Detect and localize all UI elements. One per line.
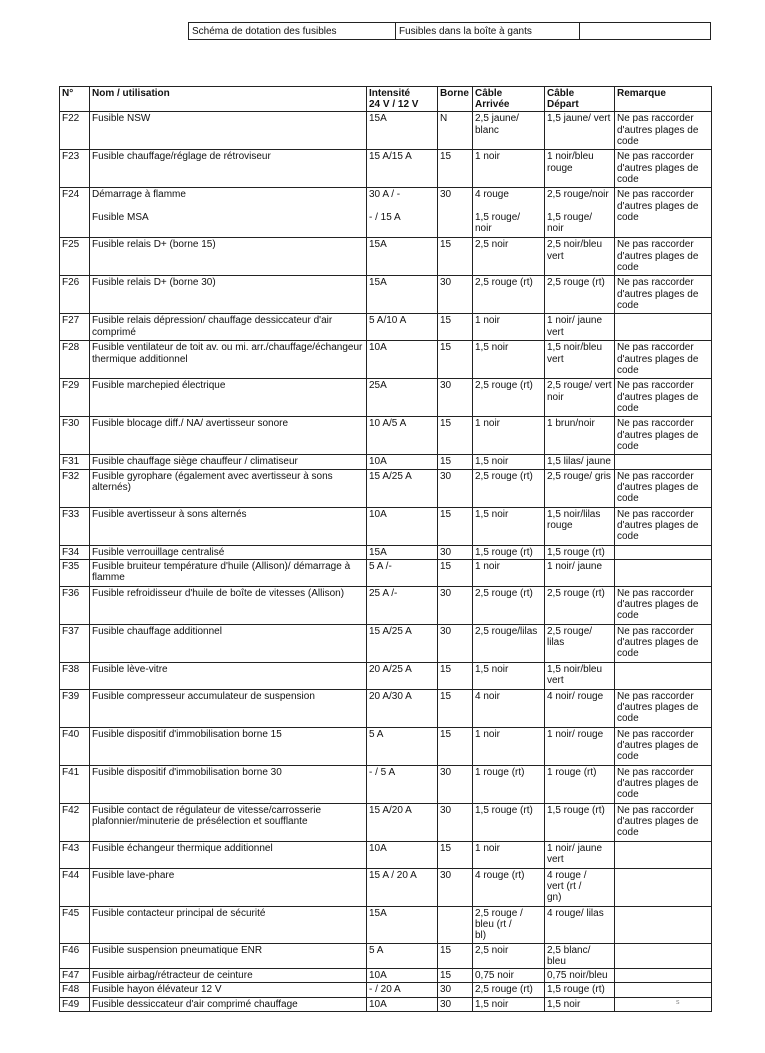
cell-cable-out: 1,5 rouge (rt): [545, 983, 615, 997]
cell-cable-out: 4 rouge/ lilas: [545, 906, 615, 943]
cell-name: Démarrage à flamme Fusible MSA: [90, 188, 367, 238]
cell-terminal: 30: [438, 586, 473, 624]
table-row: [60, 983, 712, 997]
cell-cable-out: 1 noir/ jaune: [545, 559, 615, 586]
cell-cable-in: 2,5 noir: [473, 943, 545, 968]
cell-cable-out: 1,5 rouge (rt): [545, 545, 615, 559]
table-row: [60, 379, 712, 417]
table-row: [60, 314, 712, 341]
cell-name: Fusible chauffage/réglage de rétroviseur: [90, 150, 367, 188]
cell-intensity: 25 A /-: [367, 586, 438, 624]
cell-cable-in: 1,5 rouge (rt): [473, 803, 545, 841]
cell-cable-out: 2,5 rouge/noir 1,5 rouge/ noir: [545, 188, 615, 238]
cell-terminal: 30: [438, 188, 473, 238]
cell-intensity: - / 20 A: [367, 983, 438, 997]
cell-cable-out: 0,75 noir/bleu: [545, 969, 615, 983]
cell-terminal: 15: [438, 238, 473, 276]
cell-intensity: 15 A/20 A: [367, 803, 438, 841]
cell-num: F41: [60, 765, 90, 803]
cell-cable-in: 1 noir: [473, 727, 545, 765]
table-row: [60, 727, 712, 765]
cell-num: F24: [60, 188, 90, 238]
cell-cable-out: 1 brun/noir: [545, 417, 615, 455]
cell-num: F38: [60, 662, 90, 689]
cell-terminal: 30: [438, 379, 473, 417]
cell-remark: Ne pas raccorder d'autres plages de code: [615, 341, 712, 379]
cell-cable-in: 2,5 rouge (rt): [473, 469, 545, 507]
cell-name: Fusible contacteur principal de sécurité: [90, 906, 367, 943]
cell-intensity: 15A: [367, 238, 438, 276]
table-row: [60, 969, 712, 983]
cell-remark: Ne pas raccorder d'autres plages de code: [615, 507, 712, 545]
cell-intensity: 15 A/25 A: [367, 469, 438, 507]
cell-cable-in: 2,5 rouge (rt): [473, 379, 545, 417]
cell-num: F33: [60, 507, 90, 545]
cell-num: F37: [60, 624, 90, 662]
cell-name: Fusible chauffage siège chauffeur / climatiseur: [90, 455, 367, 469]
cell-name: Fusible contact de régulateur de vitesse/carrosserie plafonnier/minuterie de présélection et soufflante: [90, 803, 367, 841]
cell-intensity: 5 A /-: [367, 559, 438, 586]
cell-name: Fusible dispositif d'immobilisation borne 30: [90, 765, 367, 803]
table-row: [60, 689, 712, 727]
header-title: Schéma de dotation des fusibles: [189, 23, 396, 40]
cell-terminal: 15: [438, 559, 473, 586]
cell-remark: Ne pas raccorder d'autres plages de code: [615, 689, 712, 727]
cell-name: Fusible échangeur thermique additionnel: [90, 841, 367, 868]
table-row: [60, 469, 712, 507]
table-row: [60, 906, 712, 943]
cell-terminal: 15: [438, 689, 473, 727]
col-header-remark: Remarque: [615, 87, 712, 112]
cell-cable-out: 1,5 jaune/ vert: [545, 112, 615, 150]
cell-terminal: 15: [438, 341, 473, 379]
cell-cable-in: 1 noir: [473, 150, 545, 188]
table-row: [60, 507, 712, 545]
table-row: [60, 276, 712, 314]
cell-terminal: 30: [438, 997, 473, 1011]
cell-intensity: 5 A/10 A: [367, 314, 438, 341]
cell-num: F23: [60, 150, 90, 188]
cell-cable-in: 1,5 noir: [473, 341, 545, 379]
cell-cable-out: 1 noir/bleu rouge: [545, 150, 615, 188]
cell-cable-in: 1 noir: [473, 841, 545, 868]
cell-terminal: 30: [438, 803, 473, 841]
table-row: [60, 765, 712, 803]
table-row: [60, 417, 712, 455]
cell-intensity: 15A: [367, 545, 438, 559]
cell-terminal: N: [438, 112, 473, 150]
cell-terminal: 15: [438, 969, 473, 983]
table-row: [60, 188, 712, 238]
cell-name: Fusible dispositif d'immobilisation borne 15: [90, 727, 367, 765]
cell-remark: Ne pas raccorder d'autres plages de code: [615, 150, 712, 188]
cell-num: F45: [60, 906, 90, 943]
cell-remark: Ne pas raccorder d'autres plages de code: [615, 624, 712, 662]
table-header-row: [60, 87, 712, 112]
cell-cable-in: 4 rouge 1,5 rouge/ noir: [473, 188, 545, 238]
cell-name: Fusible marchepied électrique: [90, 379, 367, 417]
cell-remark: Ne pas raccorder d'autres plages de code: [615, 188, 712, 238]
cell-name: Fusible relais dépression/ chauffage dessiccateur d'air comprimé: [90, 314, 367, 341]
cell-name: Fusible blocage diff./ NA/ avertisseur sonore: [90, 417, 367, 455]
cell-cable-in: 2,5 jaune/ blanc: [473, 112, 545, 150]
table-row: [60, 803, 712, 841]
cell-num: F34: [60, 545, 90, 559]
cell-remark: [615, 997, 712, 1011]
cell-intensity: 15 A / 20 A: [367, 868, 438, 906]
cell-cable-out: 4 noir/ rouge: [545, 689, 615, 727]
cell-cable-out: 4 rouge / vert (rt / gn): [545, 868, 615, 906]
cell-intensity: 5 A: [367, 943, 438, 968]
cell-terminal: 30: [438, 765, 473, 803]
cell-remark: Ne pas raccorder d'autres plages de code: [615, 469, 712, 507]
table-row: [60, 841, 712, 868]
cell-cable-out: 1,5 noir/bleu vert: [545, 341, 615, 379]
cell-cable-out: 1 noir/ jaune vert: [545, 314, 615, 341]
col-header-cable-in: Câble Arrivée: [473, 87, 545, 112]
cell-num: F26: [60, 276, 90, 314]
cell-cable-out: 1,5 noir: [545, 997, 615, 1011]
cell-cable-in: 4 rouge (rt): [473, 868, 545, 906]
cell-cable-in: 2,5 noir: [473, 238, 545, 276]
cell-num: F49: [60, 997, 90, 1011]
cell-terminal: 15: [438, 662, 473, 689]
cell-intensity: 15 A/25 A: [367, 624, 438, 662]
cell-remark: [615, 841, 712, 868]
cell-intensity: 10A: [367, 507, 438, 545]
cell-intensity: 5 A: [367, 727, 438, 765]
cell-cable-out: 1,5 rouge (rt): [545, 803, 615, 841]
table-row: [60, 150, 712, 188]
table-row: [60, 341, 712, 379]
table-row: [60, 559, 712, 586]
cell-name: Fusible chauffage additionnel: [90, 624, 367, 662]
cell-name: Fusible compresseur accumulateur de suspension: [90, 689, 367, 727]
cell-terminal: 15: [438, 314, 473, 341]
cell-num: F42: [60, 803, 90, 841]
cell-remark: Ne pas raccorder d'autres plages de code: [615, 417, 712, 455]
cell-cable-out: 2,5 rouge/ gris: [545, 469, 615, 507]
cell-remark: Ne pas raccorder d'autres plages de code: [615, 765, 712, 803]
page-mark: s: [676, 999, 680, 1006]
cell-remark: Ne pas raccorder d'autres plages de code: [615, 379, 712, 417]
cell-cable-out: 2,5 rouge/ lilas: [545, 624, 615, 662]
cell-cable-out: 2,5 noir/bleu vert: [545, 238, 615, 276]
cell-terminal: 15: [438, 507, 473, 545]
cell-cable-in: 1,5 noir: [473, 507, 545, 545]
table-row: [60, 997, 712, 1011]
cell-intensity: 20 A/30 A: [367, 689, 438, 727]
table-row: [60, 868, 712, 906]
cell-name: Fusible dessiccateur d'air comprimé chauffage: [90, 997, 367, 1011]
cell-cable-in: 1,5 noir: [473, 997, 545, 1011]
cell-remark: [615, 906, 712, 943]
cell-terminal: 30: [438, 624, 473, 662]
cell-cable-in: 1 noir: [473, 417, 545, 455]
cell-terminal: [438, 906, 473, 943]
cell-name: Fusible bruiteur température d'huile (Allison)/ démarrage à flamme: [90, 559, 367, 586]
cell-remark: [615, 868, 712, 906]
cell-num: F39: [60, 689, 90, 727]
cell-cable-out: 1 noir/ jaune vert: [545, 841, 615, 868]
cell-num: F22: [60, 112, 90, 150]
table-row: [60, 943, 712, 968]
cell-remark: [615, 559, 712, 586]
cell-intensity: 20 A/25 A: [367, 662, 438, 689]
cell-name: Fusible verrouillage centralisé: [90, 545, 367, 559]
cell-intensity: 10A: [367, 341, 438, 379]
col-header-terminal: Borne: [438, 87, 473, 112]
cell-terminal: 15: [438, 150, 473, 188]
cell-name: Fusible avertisseur à sons alternés: [90, 507, 367, 545]
cell-cable-in: 1,5 noir: [473, 662, 545, 689]
document-header-table: [188, 22, 711, 40]
cell-cable-out: 1 rouge (rt): [545, 765, 615, 803]
cell-num: F36: [60, 586, 90, 624]
cell-num: F25: [60, 238, 90, 276]
cell-terminal: 15: [438, 455, 473, 469]
cell-cable-in: 2,5 rouge/lilas: [473, 624, 545, 662]
cell-cable-out: 1,5 noir/lilas rouge: [545, 507, 615, 545]
cell-cable-out: 1 noir/ rouge: [545, 727, 615, 765]
cell-cable-in: 1 rouge (rt): [473, 765, 545, 803]
cell-num: F48: [60, 983, 90, 997]
col-header-intensity: Intensité 24 V / 12 V: [367, 87, 438, 112]
cell-terminal: 15: [438, 943, 473, 968]
cell-remark: [615, 983, 712, 997]
cell-name: Fusible lave-phare: [90, 868, 367, 906]
cell-cable-in: 2,5 rouge (rt): [473, 586, 545, 624]
table-row: [60, 586, 712, 624]
fuse-table: [59, 86, 712, 1012]
cell-cable-out: 1,5 lilas/ jaune: [545, 455, 615, 469]
cell-cable-out: 2,5 rouge/ vert noir: [545, 379, 615, 417]
cell-intensity: 10 A/5 A: [367, 417, 438, 455]
cell-terminal: 15: [438, 841, 473, 868]
cell-intensity: - / 5 A: [367, 765, 438, 803]
cell-cable-in: 2,5 rouge / bleu (rt / bl): [473, 906, 545, 943]
cell-remark: Ne pas raccorder d'autres plages de code: [615, 112, 712, 150]
cell-intensity: 10A: [367, 969, 438, 983]
cell-num: F47: [60, 969, 90, 983]
cell-num: F30: [60, 417, 90, 455]
cell-terminal: 30: [438, 868, 473, 906]
cell-cable-in: 1,5 rouge (rt): [473, 545, 545, 559]
cell-terminal: 30: [438, 469, 473, 507]
cell-num: F32: [60, 469, 90, 507]
cell-num: F43: [60, 841, 90, 868]
cell-intensity: 30 A / - - / 15 A: [367, 188, 438, 238]
col-header-cable-out: Câble Départ: [545, 87, 615, 112]
cell-intensity: 15 A/15 A: [367, 150, 438, 188]
cell-remark: [615, 662, 712, 689]
table-row: [60, 112, 712, 150]
table-row: [60, 624, 712, 662]
cell-remark: Ne pas raccorder d'autres plages de code: [615, 803, 712, 841]
cell-num: F46: [60, 943, 90, 968]
cell-name: Fusible NSW: [90, 112, 367, 150]
cell-cable-out: 1,5 noir/bleu vert: [545, 662, 615, 689]
cell-num: F29: [60, 379, 90, 417]
cell-cable-in: 1 noir: [473, 314, 545, 341]
cell-terminal: 30: [438, 276, 473, 314]
cell-intensity: 10A: [367, 841, 438, 868]
cell-cable-in: 0,75 noir: [473, 969, 545, 983]
cell-name: Fusible airbag/rétracteur de ceinture: [90, 969, 367, 983]
cell-intensity: 15A: [367, 906, 438, 943]
cell-name: Fusible suspension pneumatique ENR: [90, 943, 367, 968]
cell-cable-in: 1,5 noir: [473, 455, 545, 469]
cell-num: F28: [60, 341, 90, 379]
cell-intensity: 15A: [367, 112, 438, 150]
cell-remark: Ne pas raccorder d'autres plages de code: [615, 586, 712, 624]
cell-name: Fusible gyrophare (également avec avertisseur à sons alternés): [90, 469, 367, 507]
col-header-name: Nom / utilisation: [90, 87, 367, 112]
table-row: [60, 545, 712, 559]
col-header-num: N°: [60, 87, 90, 112]
cell-remark: Ne pas raccorder d'autres plages de code: [615, 727, 712, 765]
cell-remark: Ne pas raccorder d'autres plages de code: [615, 238, 712, 276]
cell-name: Fusible refroidisseur d'huile de boîte de vitesses (Allison): [90, 586, 367, 624]
cell-remark: [615, 455, 712, 469]
cell-num: F31: [60, 455, 90, 469]
cell-name: Fusible relais D+ (borne 15): [90, 238, 367, 276]
cell-intensity: 10A: [367, 455, 438, 469]
cell-cable-in: 1 noir: [473, 559, 545, 586]
cell-remark: Ne pas raccorder d'autres plages de code: [615, 276, 712, 314]
cell-remark: [615, 545, 712, 559]
cell-cable-out: 2,5 rouge (rt): [545, 586, 615, 624]
cell-remark: [615, 969, 712, 983]
cell-terminal: 15: [438, 727, 473, 765]
cell-terminal: 30: [438, 983, 473, 997]
table-row: [60, 662, 712, 689]
cell-name: Fusible ventilateur de toit av. ou mi. arr./chauffage/échangeur thermique additionnel: [90, 341, 367, 379]
cell-intensity: 10A: [367, 997, 438, 1011]
cell-cable-out: 2,5 blanc/ bleu: [545, 943, 615, 968]
table-row: [60, 238, 712, 276]
cell-cable-in: 2,5 rouge (rt): [473, 276, 545, 314]
cell-num: F44: [60, 868, 90, 906]
cell-num: F35: [60, 559, 90, 586]
cell-cable-in: 4 noir: [473, 689, 545, 727]
cell-remark: [615, 943, 712, 968]
cell-cable-out: 2,5 rouge (rt): [545, 276, 615, 314]
header-empty-cell: [580, 23, 711, 40]
cell-cable-in: 2,5 rouge (rt): [473, 983, 545, 997]
cell-terminal: 30: [438, 545, 473, 559]
cell-intensity: 15A: [367, 276, 438, 314]
cell-terminal: 15: [438, 417, 473, 455]
cell-intensity: 25A: [367, 379, 438, 417]
cell-num: F40: [60, 727, 90, 765]
table-row: [60, 455, 712, 469]
cell-name: Fusible hayon élévateur 12 V: [90, 983, 367, 997]
cell-remark: [615, 314, 712, 341]
cell-name: Fusible lève-vitre: [90, 662, 367, 689]
header-subtitle: Fusibles dans la boîte à gants: [396, 23, 580, 40]
cell-name: Fusible relais D+ (borne 30): [90, 276, 367, 314]
cell-num: F27: [60, 314, 90, 341]
